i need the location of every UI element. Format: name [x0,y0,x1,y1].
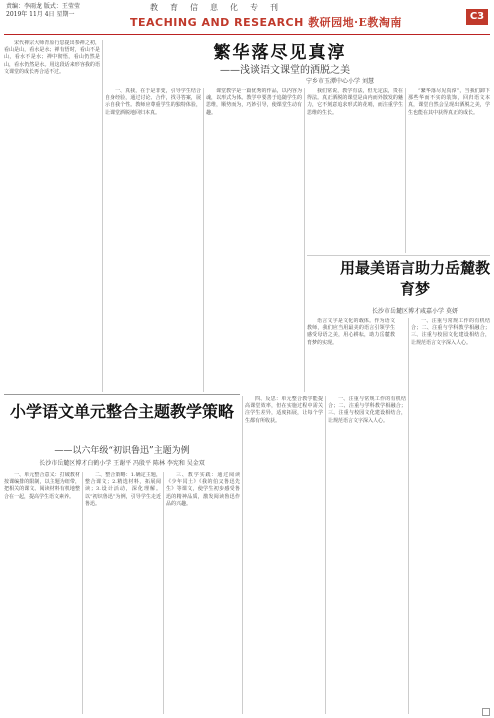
article1-paragraph: 一、真我，在于是非变，引导学生结合自身经验，通过讨论、合作，找寻答案，展示自我个性。教师应尊重学生的独特体验，让课堂洒脱地回归本真。 [105,88,201,116]
date-line: 2019年 11月 4日 星期一 [6,11,75,18]
end-mark-icon [482,708,490,716]
article3-top-rule [307,255,490,256]
article1-paragraph: 宋代禅宗大师青原行思提出参禅之初，看山是山，看水是水；禅有悟时，看山不是山，看水不是水；禅中彻悟，看山仍然是山，看水仍然是水。用这段话来形容我的语文课堂的成长再合适不过。 [4,40,100,75]
article1-column-5 [408,88,490,253]
article1-paragraph: 课堂教学是一篇优秀的作品，以内容为魂，以形式为体。教学中要善于追随学生的思维，顺势而为，巧妙引导，使课堂生动有趣。 [206,88,302,116]
section-title-english: TEACHING AND RESEARCH [130,16,304,29]
article2-paragraph: 三、教学实践：通过阅读《少年闰土》《我的伯父鲁迅先生》等课文，使学生初步感受鲁迅的精神品质，激发阅读鲁迅作品的兴趣。 [166,472,240,507]
column-divider [203,88,204,392]
column-divider [82,472,83,714]
article2-column-4 [245,396,323,714]
article2-top-rule [4,394,240,395]
masthead [0,0,494,36]
column-divider [304,88,305,392]
article3-byline: 长沙市岳麓区博才咸嘉小学 莫妍 [372,308,458,315]
article2-byline: 长沙市岳麓区博才白鹤小学 王谢平 冯殷平 陈林 李宪和 吴金双 [39,460,205,467]
editor-info [6,3,80,19]
article2-paragraph: 二、整合策略：1.确定主题，整合课文；2.精选材料，拓展阅读；3.设计活动，深化理解。以“初识鲁迅”为例，引导学生走近鲁迅。 [85,472,161,507]
article3-title: 用最美语言助力岳麓教育梦 [340,259,491,298]
article2-subtitle: ——以六年级“初识鲁迅”主题为例 [54,446,190,456]
section-keywords: 教育信息化专刊 [150,3,290,12]
article1-column-2 [105,88,201,392]
masthead-rule [4,34,490,35]
article3-column-2 [328,396,406,714]
article2-column-3 [166,472,240,714]
article1-title: 繁华落尽见真淳 [213,43,347,63]
article1-column-3 [206,88,302,392]
article1-paragraph: 我们常说，教学有法，但无定法，贵在得法。真正洒脱的课堂是由内而外散发的魅力，它不刻意追求形式的花哨，而注重学生思维的生长。 [307,88,403,116]
column-divider [163,472,164,714]
article2-column-1 [4,472,80,714]
article3-paragraph: 语言文字是文化的载体。作为语文教师，我们应当用最美的语言引领学生感受母语之美，用心耕耘，助力岳麓教育梦的实现。 [307,318,395,346]
page-number-badge: C3 [466,9,488,25]
column-divider [242,396,243,714]
article2-title: 小学语文单元整合主题教学策略 [9,402,234,421]
article3-column-1a [307,318,395,392]
section-title-chinese: 教研园地·E教淘南 [308,16,402,29]
article2-paragraph: 一、单元整合意义：打破教材按课编排的限制，以主题为纽带，把相关的课文、阅读材料有机地整合在一起，提高学生语文素养。 [4,472,80,500]
article1-paragraph: “繁华落尽见真淳”，当我们卸下那些华而不实的装饰，回归语文本真，课堂自然会呈现出洒脱之美，学生也能在其中获得真正的成长。 [408,88,490,116]
article1-byline: 宁乡市玉潭中心小学 刘慧 [306,78,374,85]
column-divider [408,318,409,714]
column-divider [405,88,406,253]
article2-column-2 [85,472,161,714]
article3-paragraph: 一、注重与常规工作的有机结合；二、注重与学科教学相融合；三、注重与校园文化建设相结合，让规范语言文字深入人心。 [328,396,406,424]
article1-column-4 [307,88,403,253]
article3-column-3 [411,318,490,714]
article3-paragraph: 一、注重与常规工作的有机结合；二、注重与学科教学相融合；三、注重与校园文化建设相结合，让规范语言文字深入人心。 [411,318,490,346]
column-divider [102,40,103,392]
section-title [130,14,402,30]
article1-subtitle: ——浅谈语文课堂的洒脱之美 [220,65,350,76]
editor-line: 责编：李雨龙 版式：王莹莹 [6,3,80,10]
article2-paragraph: 四、反思：单元整合教学能提高课堂效率，但在实施过程中需关注学生差异，适度拓展，让每个学生都有所收获。 [245,396,323,424]
article1-column-1 [4,40,100,392]
column-divider [325,396,326,714]
